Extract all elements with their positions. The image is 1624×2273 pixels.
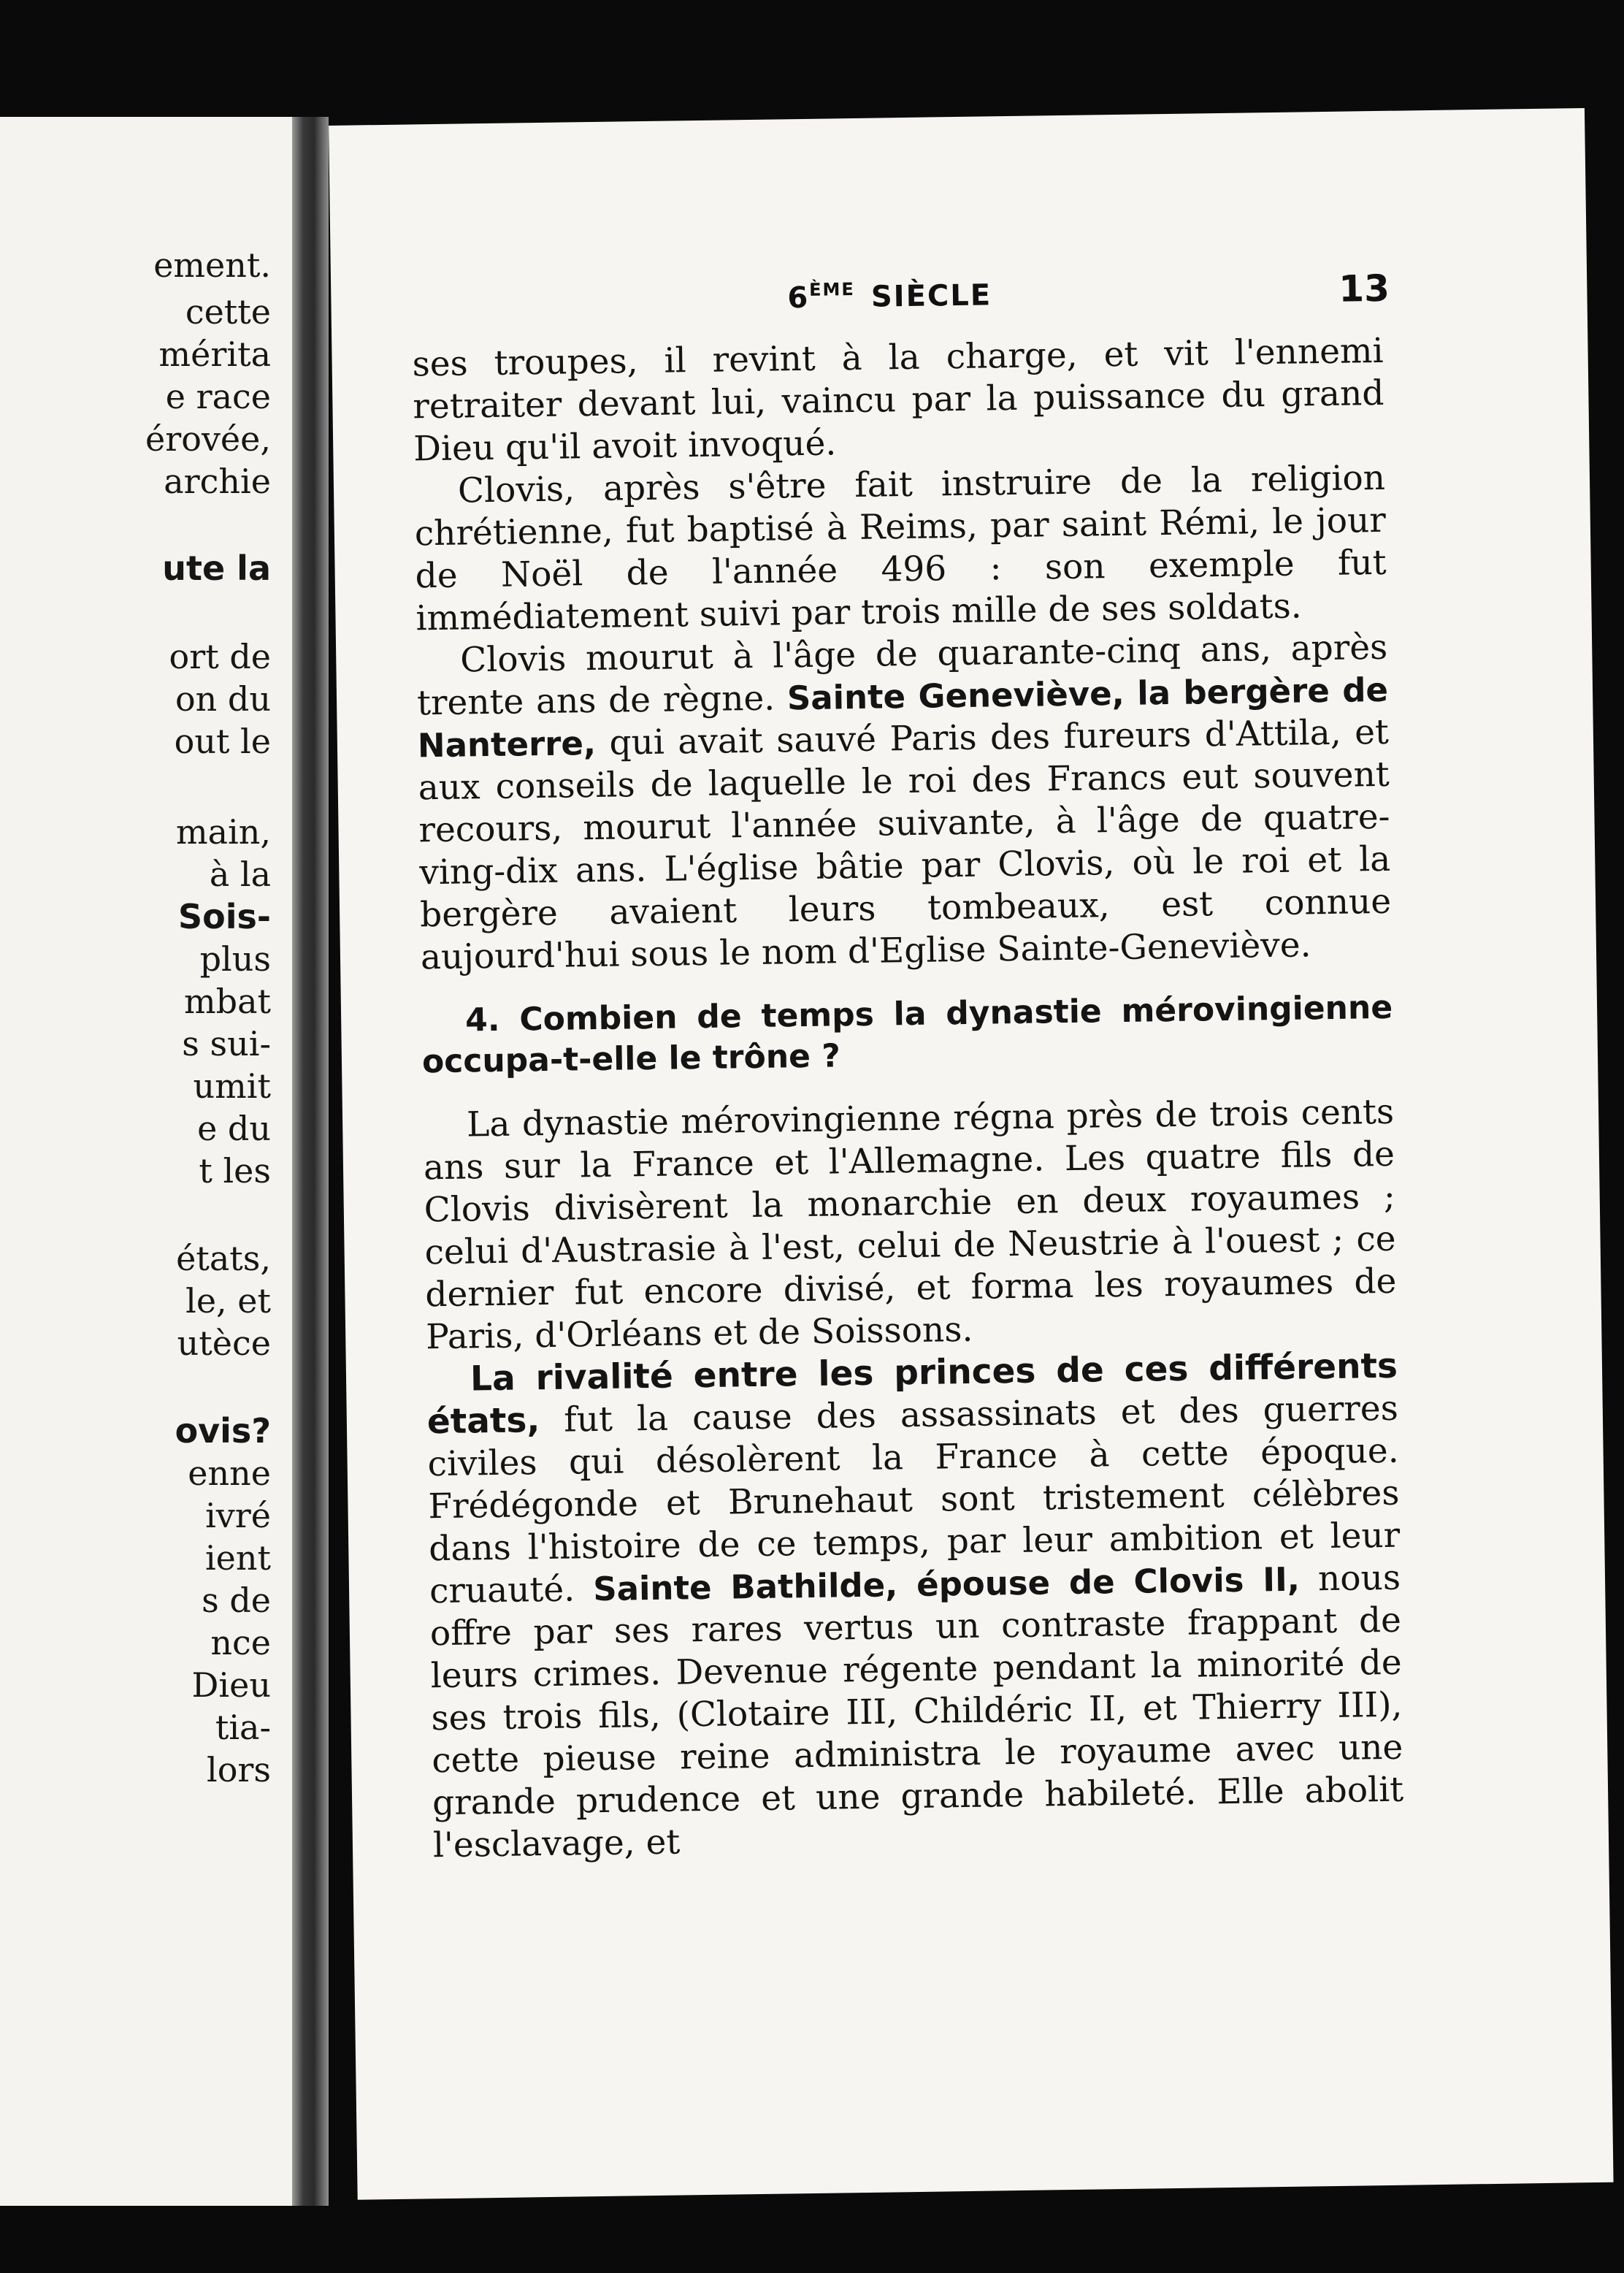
paragraph-5-text-a: fut la cause des assassinats et des guerres civiles qui désolèrent la France à cette époque. Frédégonde et Brunehaut sont tristement célèbres dans l'histoire de ce temps, par leur ambition et leur cruauté.: [427, 1388, 1401, 1612]
left-page-line: on du: [175, 679, 271, 719]
left-page-line: s sui-: [182, 1024, 271, 1063]
left-page-line: utèce: [177, 1323, 271, 1363]
left-page-line: e race: [165, 377, 271, 416]
left-page-line: archie: [164, 462, 271, 501]
left-page-line: ovis?: [175, 1411, 271, 1451]
paragraph-1: ses troupes, il revint à la charge, et vit l'ennemi retraiter devant lui, vaincu par la puissance du grand Dieu qu'il avoit invoqué.: [412, 330, 1384, 470]
left-page-line: lors: [206, 1750, 271, 1789]
left-page-line: umit: [193, 1066, 271, 1106]
paragraph-4: La dynastie mérovingienne régna près de trois cents ans sur la France et l'Allemagne. Les quatre fils de Clovis divisèrent la monarchie en deux royaumes ; celui d'Austrasie à l'est, celui de Neustrie à l'ouest ; ce dernier fut encore divisé, et forma les royaumes de Paris, d'Orléans et de Soissons.: [423, 1091, 1397, 1358]
chapter-heading: [787, 277, 992, 315]
left-page-line: s de: [202, 1581, 271, 1620]
left-page-line: nce: [210, 1623, 271, 1662]
left-page-line: cette: [185, 292, 271, 332]
left-page-line: ement.: [153, 245, 271, 285]
century-ordinal-suffix: ÈME: [808, 278, 855, 300]
left-page-line: mérita: [158, 335, 271, 374]
paragraph-3-bold: Sainte Geneviève, la bergère de Nanterre,: [417, 670, 1389, 765]
left-page-fragment: [0, 117, 303, 2206]
question-heading: 4. Combien de temps la dynastie mérovingienne occupa-t-elle le trône ?: [421, 988, 1393, 1081]
left-page-line: Sois-: [178, 897, 271, 936]
left-page-line: e du: [197, 1109, 271, 1148]
right-page: [329, 108, 1613, 2200]
paragraph-2: Clovis, après s'être fait instruire de la religion chrétienne, fut baptisé à Reims, par saint Rémi, le jour de Noël de l'année 496 : son exemple fut immédiatement suivi par trois mille de ses soldats.: [414, 457, 1387, 639]
left-page-line: t les: [199, 1151, 271, 1191]
paragraph-3-text-b: qui avait sauvé Paris des fureurs d'Attila, et aux conseils de laquelle le roi des Francs eut souvent recours, mourut l'année suivante, à l'âge de quatre-ving-dix ans. L'église bâtie par Clovis, où le roi et la bergère avaient leurs tombeaux, est connue aujourd'hui sous le nom d'Eglise Sainte-Geneviève.: [418, 711, 1392, 978]
running-head: [331, 267, 1587, 316]
left-page-line: le, et: [185, 1281, 271, 1321]
left-page-line: out le: [174, 722, 271, 761]
left-page-line: ort de: [169, 637, 271, 676]
left-page-line: ivré: [205, 1496, 271, 1535]
paragraph-5-bold-lead: La rivalité entre les princes de ces différents états,: [426, 1345, 1398, 1443]
left-page-line: enne: [188, 1453, 271, 1493]
century-ordinal: 6: [787, 280, 810, 316]
left-page-line: mbat: [184, 982, 271, 1021]
paragraph-5-text-b: nous offre par ses rares vertus un contraste frappant de leurs crimes. Devenue régente pendant la minorité de ses trois fils, (Clotaire III, Childéric II, et Thierry III), cette pieuse reine administra le royaume avec une grande prudence et une grande habileté. Elle abolit l'esclavage, et: [429, 1557, 1404, 1866]
century-title: SIÈCLE: [870, 278, 992, 314]
left-page-line: Dieu: [191, 1665, 271, 1705]
left-page-line: plus: [199, 939, 271, 979]
left-page-line: main,: [175, 812, 271, 852]
left-page-line: états,: [176, 1239, 271, 1278]
paragraph-3-text-a: Clovis mourut à l'âge de quarante-cinq ans, après trente ans de règne.: [416, 627, 1388, 724]
left-page-line: à la: [209, 855, 271, 894]
book-spine: [292, 117, 329, 2206]
paragraph-5: [426, 1345, 1405, 1868]
body-text: [412, 330, 1404, 1867]
paragraph-3: [416, 627, 1392, 979]
left-page-line: ute la: [162, 549, 271, 588]
page-number: 13: [1338, 267, 1390, 310]
left-page-line: tia-: [215, 1708, 271, 1747]
left-page-line: érovée,: [145, 419, 271, 459]
left-page-line: ient: [204, 1538, 271, 1578]
paragraph-5-bold: Sainte Bathilde, épouse de Clovis II,: [592, 1559, 1301, 1609]
